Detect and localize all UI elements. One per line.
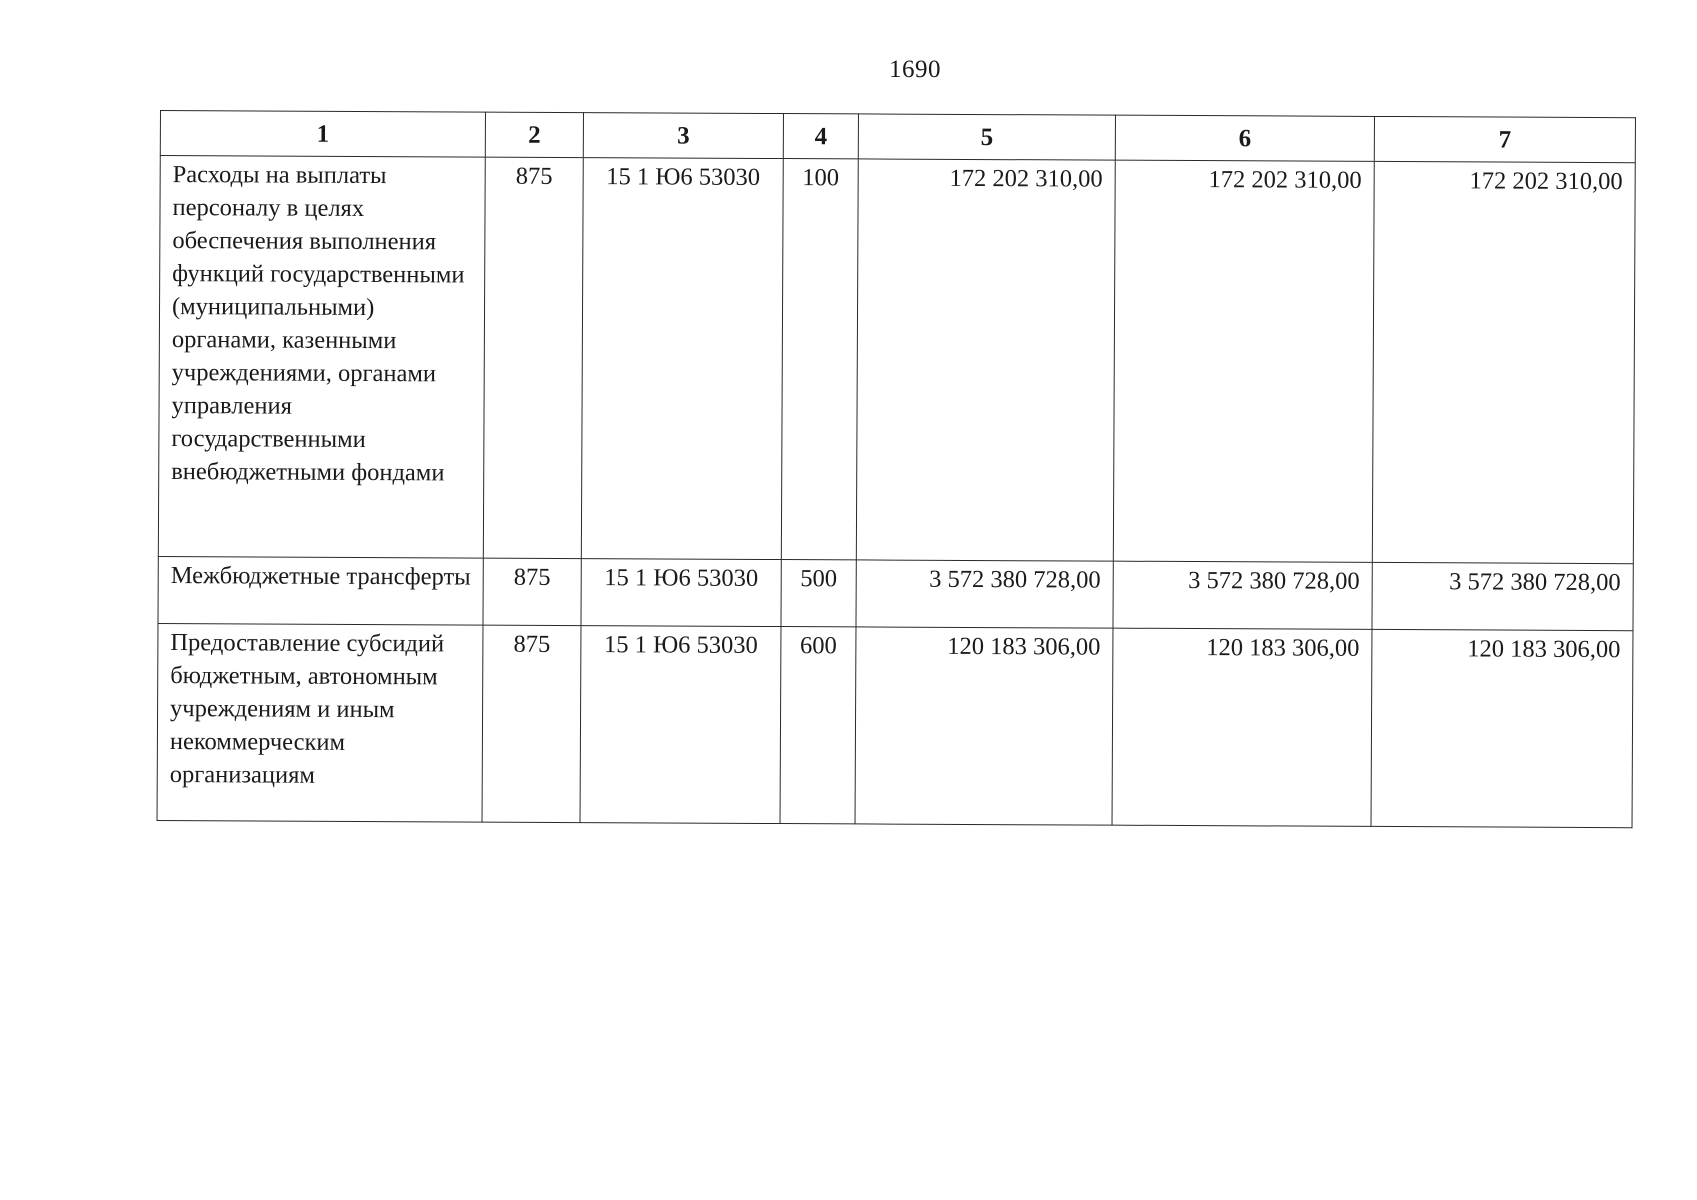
column-header-4: 4	[783, 114, 858, 159]
column-header-1: 1	[160, 111, 485, 158]
row-amount-6: 120 183 306,00	[1112, 628, 1372, 826]
row-amount-6: 3 572 380 728,00	[1113, 561, 1372, 629]
row-code: 875	[483, 558, 581, 625]
row-target-article: 15 1 Ю6 53030	[580, 626, 781, 824]
row-amount-5: 120 183 306,00	[855, 627, 1113, 825]
row-target-article: 15 1 Ю6 53030	[581, 559, 781, 627]
page-number: 1690	[889, 56, 941, 83]
row-expense-type: 500	[781, 560, 856, 627]
row-name: Межбюджетные трансферты	[158, 556, 483, 625]
row-target-article: 15 1 Ю6 53030	[581, 158, 783, 560]
table-row	[158, 156, 1635, 564]
row-amount-5: 172 202 310,00	[856, 159, 1115, 561]
column-header-2: 2	[485, 112, 583, 157]
column-header-3: 3	[583, 113, 783, 159]
row-amount-7: 172 202 310,00	[1372, 161, 1635, 563]
row-amount-7: 120 183 306,00	[1371, 629, 1633, 827]
header-row	[160, 111, 1635, 163]
column-header-6: 6	[1115, 115, 1374, 161]
budget-table	[157, 110, 1636, 828]
row-name: Предоставление субсидий бюджетным, автономным учреждениям и иным некоммерческим организациям	[157, 623, 483, 822]
column-header-5: 5	[858, 114, 1115, 160]
row-expense-type: 600	[780, 627, 856, 824]
budget-table-container	[157, 110, 1635, 828]
table-row	[157, 623, 1633, 827]
row-name: Расходы на выплаты персоналу в целях обеспечения выполнения функций государственными (муниципальными) органами, казенными учреждениями, органами управления государственными внебюджетными фондами	[158, 156, 485, 559]
row-expense-type: 100	[781, 159, 858, 560]
row-code: 875	[482, 625, 581, 822]
row-code: 875	[483, 157, 583, 558]
row-amount-7: 3 572 380 728,00	[1372, 562, 1633, 630]
column-header-7: 7	[1374, 116, 1635, 162]
row-amount-5: 3 572 380 728,00	[856, 560, 1113, 628]
table-row	[158, 556, 1633, 630]
row-amount-6: 172 202 310,00	[1113, 160, 1374, 562]
